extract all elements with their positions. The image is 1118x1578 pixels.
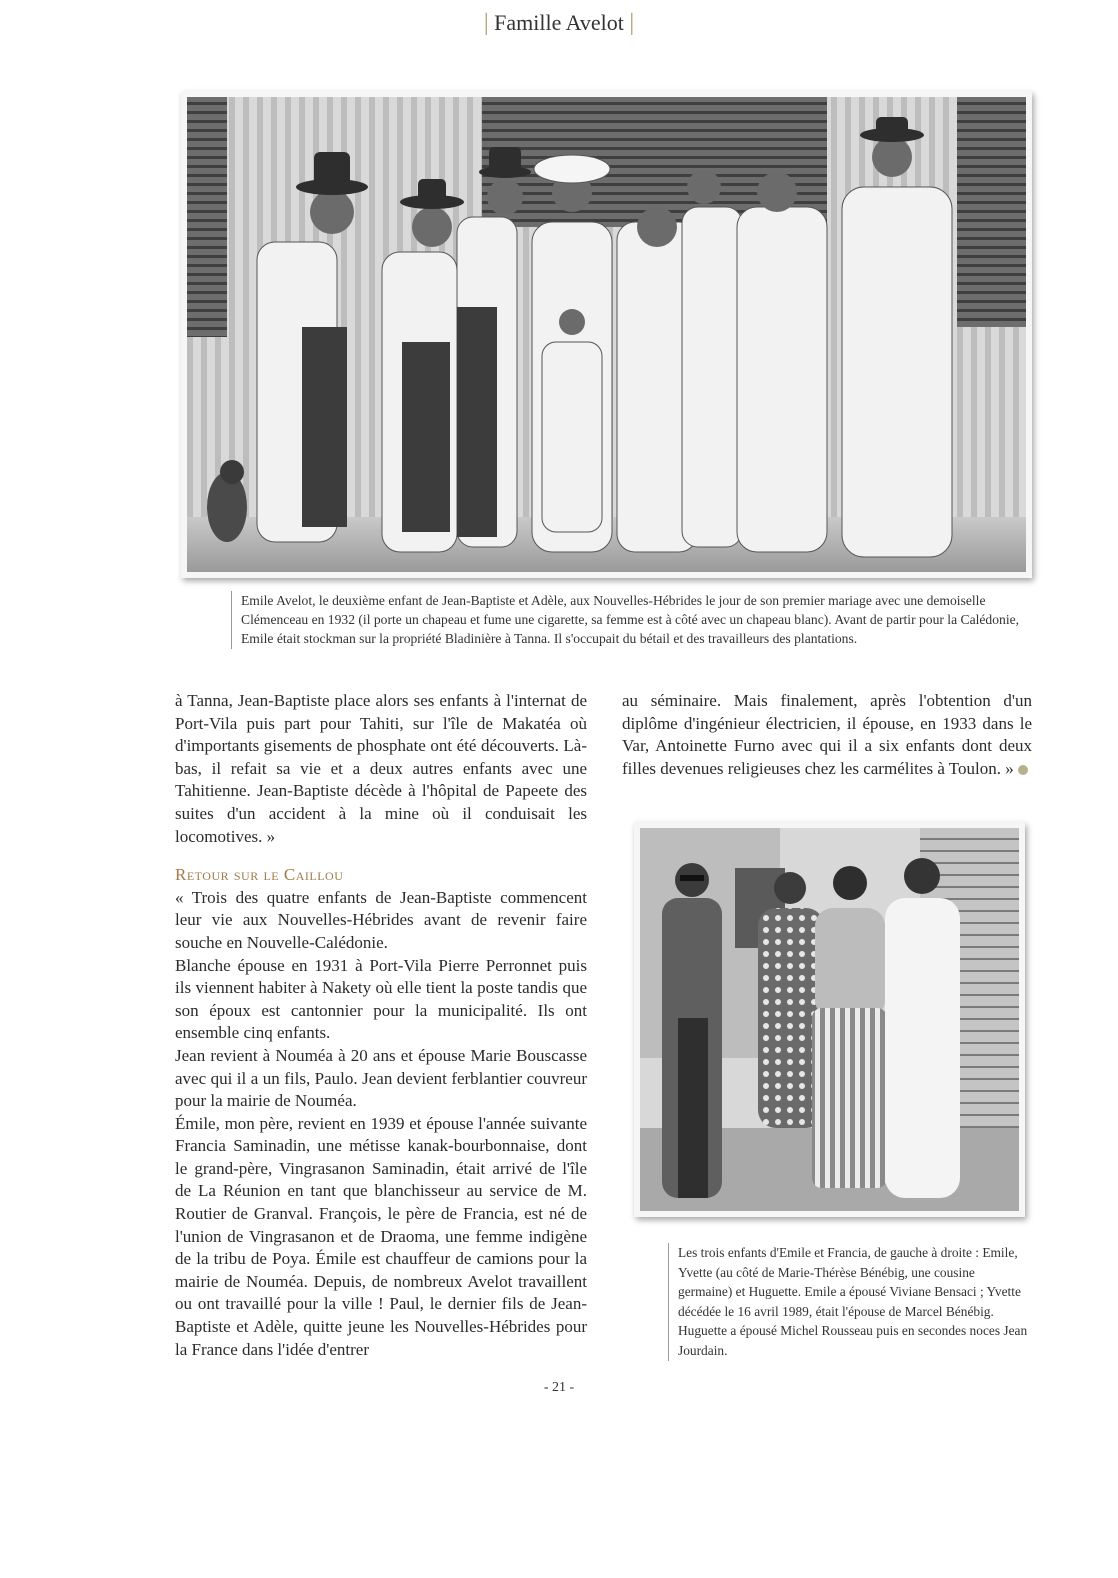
running-header — [0, 10, 1118, 37]
paragraph-3: Jean revient à Nouméa à 20 ans et épouse Marie Bouscasse avec qui il a un fils, Paulo. Jean devient ferblantier couvreur pour la mairie de Nouméa. — [175, 1045, 587, 1111]
paragraph-col2 — [622, 690, 1032, 780]
header-title: Famille Avelot — [494, 10, 624, 35]
photo-wedding-group-image — [187, 97, 1026, 572]
end-mark-icon — [1018, 765, 1028, 775]
photo-four-young-people — [634, 822, 1025, 1217]
paragraph-1: « Trois des quatre enfants de Jean-Baptiste commencent leur vie aux Nouvelles-Hébrides avant de revenir faire souche en Nouvelle-Calédonie. — [175, 887, 587, 952]
photo-wedding-group — [181, 91, 1032, 578]
section-title: Retour sur le Caillou — [175, 865, 344, 885]
paragraph-intro: à Tanna, Jean-Baptiste place alors ses enfants à l'internat de Port-Vila puis part pour Tahiti, sur l'île de Makatéa où d'importants gisements de phosphate ont été découverts. Là-bas, il refait sa vie et a deux autres enfants avec une Tahitienne. Jean-Baptiste décède à l'hôpital de Papeete des suites d'un accident à la mine où il conduisait les locomotives. » — [175, 691, 587, 846]
header-bar-right: | — [629, 10, 635, 36]
caption-top-photo: Emile Avelot, le deuxième enfant de Jean-Baptiste et Adèle, aux Nouvelles-Hébrides le jour de son premier mariage avec une demoiselle Clémenceau en 1932 (il porte un chapeau et fume une cigarette, sa femme est à côté avec un chapeau blanc). Avant de partir pour la Calédonie, Emile était stockman sur la propriété Bladinière à Tanna. Il s'occupait du bétail et des travailleurs des plantations. — [231, 591, 1031, 649]
caption-bottom-photo: Les trois enfants d'Emile et Francia, de gauche à droite : Emile, Yvette (au côté de Marie-Thérèse Bénébig, une cousine germaine) et Huguette. Emile a épousé Viviane Bensaci ; Yvette décédée le 16 avril 1989, était l'épouse de Marcel Bénébig. Huguette a épousé Michel Rousseau puis en secondes noces Jean Jourdain. — [668, 1243, 1028, 1361]
header-bar-left: | — [483, 10, 489, 36]
paragraph-2: Blanche épouse en 1931 à Port-Vila Pierre Perronnet puis ils viennent habiter à Nakety où elle tient la poste tandis que son époux est cantonnier pour la municipalité. Ils ont ensemble cinq enfants. — [175, 955, 587, 1043]
photo-four-young-people-image — [640, 828, 1019, 1211]
article-column-left — [175, 690, 587, 1361]
page-number: - 21 - — [543, 1380, 575, 1395]
paragraph-col2-text: au séminaire. Mais finalement, après l'obtention d'un diplôme d'ingénieur électricien, il épouse, en 1933 dans le Var, Antoinette Furno avec qui il a six enfants dont deux filles devenues religieuses chez les carmélites à Toulon. » — [622, 691, 1032, 778]
article-column-right — [622, 690, 1032, 780]
paragraph-4: Émile, mon père, revient en 1939 et épouse l'année suivante Francia Saminadin, une métisse kanak-bourbonnaise, dont le grand-père, Vingrasanon Saminadin, était arrivé de l'île de La Réunion en tant que blanchisseur au service de M. Routier de Granval. François, le père de Francia, est né de l'union de Vingrasanon et de Draoma, une femme indigène de la tribu de Poya. Émile est chauffeur de camions pour la mairie de Nouméa. Depuis, de nombreux Avelot travaillent ou ont travaillé pour la ville ! Paul, le dernier fils de Jean-Baptiste et Adèle, quitte jeune les Nouvelles-Hébrides pour la France dans l'idée d'entrer — [175, 1113, 587, 1359]
